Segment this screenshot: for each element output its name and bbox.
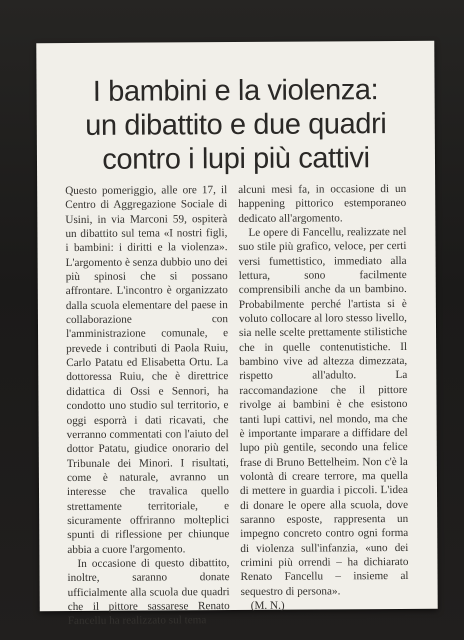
paragraph-intro: Questo pomeriggio, alle ore 17, il Centro di Aggregazione Sociale di Usini, in via Marconi 59, ospiterà un dibattito sul tema «I nostri figli, i bambini: i diritti e la violenza». L'argomento è senza dubbio uno dei più spinosi che si possano affrontare. L'incontro è organizzato dalla scuola elementare del paese in collaborazione con l'amministrazione comunale, e prevede i contributi di Paola Ruiu, Carlo Patatu ed Elisabetta Ortu. La dottoressa Ruiu, che è direttrice didattica di Ossi e Sennori, ha condotto uno studio sul territorio, e oggi esporrà i dati ricavati, che verranno commentati con l'aiuto del dottor Patatu, giudice onorario del Tribunale dei Minori. I risultati, come è naturale, avranno un interesse che travalica quello strettamente territoriale, e sicuramente offriranno molteplici spunti di riflessione per chiunque abbia a cuore l'argomento. <box>65 184 230 556</box>
headline-line-2: un dibattito e due quadri <box>85 108 387 142</box>
headline-line-3: contro i lupi più cattivi <box>102 142 370 176</box>
paragraph-artworks: Le opere di Fancellu, realizzate nel suo stile più grafico, veloce, per certi versi fumettistico, immediato alla lettura, sono facilmente comprensibili anche da un bambino. Probabilmente perché l'artista si è voluto collocare al loro stesso livello, sia nelle scelte prettamente stilistiche che in quelle contenutistiche. Il bambino vive ad altezza dimezzata, rispetto all'adulto. La raccomandazione che il pittore rivolge ai bambini è che esistono tanti lupi cattivi, nel mondo, ma che è importante imparare a diffidare del lupo più gentile, secondo una felice frase di Bruno Bettelheim. Non c'è la volontà di creare terrore, ma quella di mettere in guardia i piccoli. L'idea di donare le opere alla scuola, dove saranno esposte, rappresenta un impegno concreto contro ogni forma di violenza sull'infanzia, «uno dei crimini più orrendi – ha dichiarato Renato Fancellu – insieme al sequestro di persona». <box>238 225 409 598</box>
article-headline <box>36 73 435 177</box>
headline-line-1: I bambini e la violenza: <box>92 74 379 108</box>
author-initials: (M. N.) <box>250 599 285 612</box>
paragraph-donation: In occasione di questo dibattito, inoltre, saranno donate ufficialmente alla scuola due quadri che il pittore sassarese Renato Fancellu ha realizzato sul tema <box>67 556 230 628</box>
article-column-left <box>65 183 230 629</box>
newspaper-clipping <box>36 41 437 628</box>
paragraph-continuation: alcuni mesi fa, in occasione di un happening pittorico estemporaneo dedicato all'argomento. <box>238 182 407 225</box>
article-column-right <box>238 182 409 613</box>
